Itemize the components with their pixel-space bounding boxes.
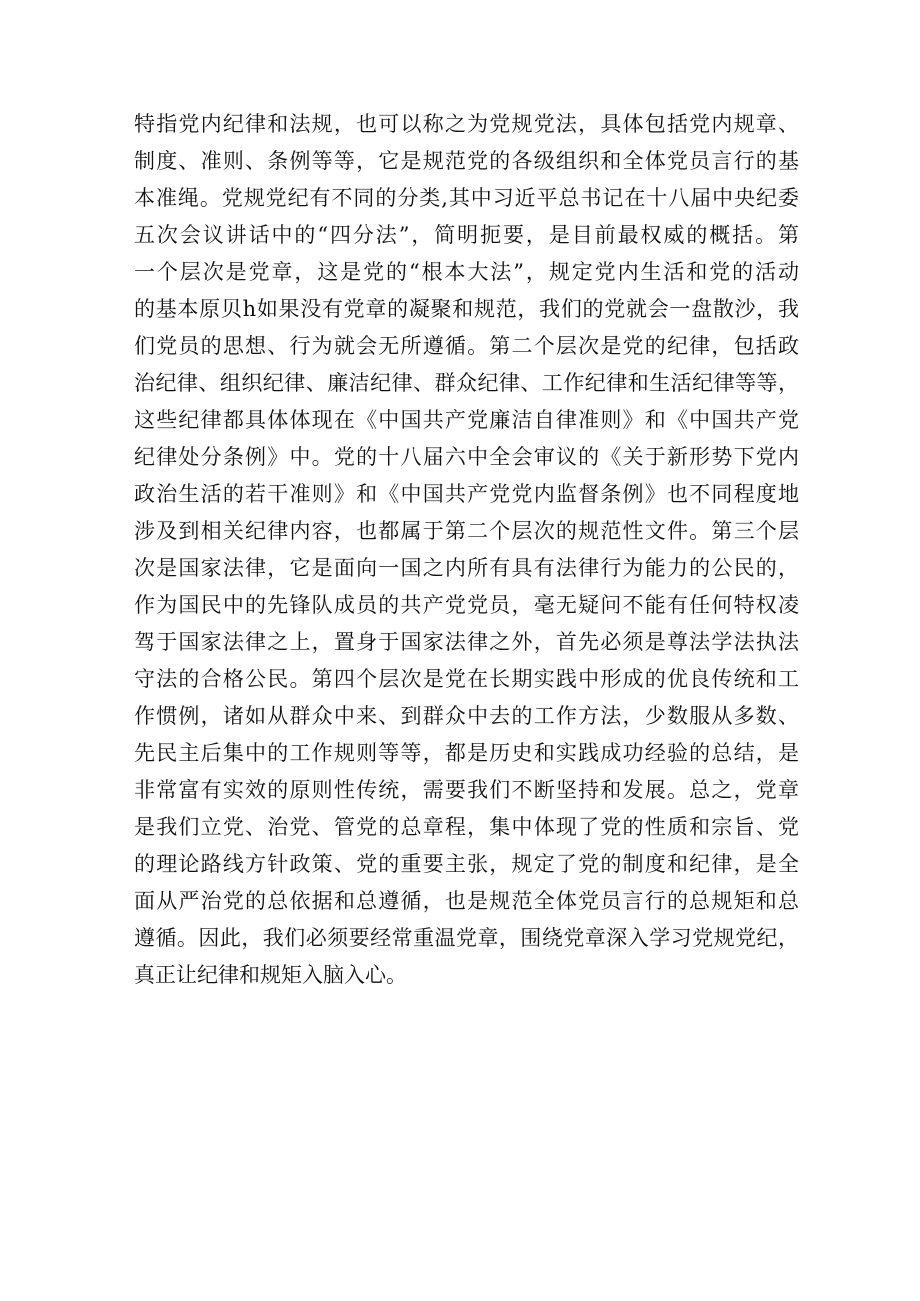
text-line: 纪律处分条例》中。党的十八届六中全会审议的《关于新形势下党内 [134, 445, 799, 469]
text-line: 遵循。因此，我们必须要经常重温党章，围绕党章深入学习党规党纪， [134, 926, 799, 950]
text-line: 作为国民中的先锋队成员的共产党党员，毫无疑问不能有任何特权凌 [134, 593, 799, 617]
text-line: 五次会议讲话中的“四分法”，简明扼要，是目前最权威的概括。第 [134, 223, 799, 247]
text-line: 制度、准则、条例等等，它是规范党的各级组织和全体党员言行的基 [134, 149, 799, 173]
text-line: 政治生活的若干准则》和《中国共产党党内监督条例》也不同程度地 [134, 482, 799, 506]
text-line: 是我们立党、治党、管党的总章程，集中体现了党的性质和宗旨、党 [134, 815, 799, 839]
text-line: 守法的合格公民。第四个层次是党在长期实践中形成的优良传统和工 [134, 667, 799, 691]
text-line: 涉及到相关纪律内容，也都属于第二个层次的规范性文件。第三个层 [134, 519, 799, 543]
text-line: 的理论路线方针政策、党的重要主张，规定了党的制度和纪律，是全 [134, 852, 799, 876]
text-line: 次是国家法律，它是面向一国之内所有具有法律行为能力的公民的， [134, 556, 799, 580]
text-line: 面从严治党的总依据和总遵循，也是规范全体党员言行的总规矩和总 [134, 889, 799, 913]
text-line: 一个层次是党章，这是党的“根本大法”，规定党内生活和党的活动 [134, 260, 799, 284]
text-line: 这些纪律都具体体现在《中国共产党廉洁自律准则》和《中国共产党 [134, 408, 799, 432]
text-line: 特指党内纪律和法规，也可以称之为党规党法，具体包括党内规章、 [134, 112, 799, 136]
body-paragraph [134, 106, 799, 994]
text-line: 治纪律、组织纪律、廉洁纪律、群众纪律、工作纪律和生活纪律等等， [134, 371, 799, 395]
text-line: 非常富有实效的原则性传统，需要我们不断坚持和发展。总之，党章 [134, 778, 799, 802]
text-line: 作惯例，诸如从群众中来、到群众中去的工作方法，少数服从多数、 [134, 704, 799, 728]
text-line: 们党员的思想、行为就会无所遵循。第二个层次是党的纪律，包括政 [134, 334, 799, 358]
text-line: 的基本原贝h如果没有党章的凝聚和规范，我们的党就会一盘散沙，我 [134, 297, 799, 321]
text-line: 本准绳。党规党纪有不同的分类,其中习近平总书记在十八届中央纪委 [134, 186, 799, 210]
text-line: 先民主后集中的工作规则等等，都是历史和实践成功经验的总结，是 [134, 741, 799, 765]
text-line: 驾于国家法律之上，置身于国家法律之外，首先必须是尊法学法执法 [134, 630, 799, 654]
text-line-last: 真正让纪律和规矩入脑入心。 [134, 963, 407, 987]
